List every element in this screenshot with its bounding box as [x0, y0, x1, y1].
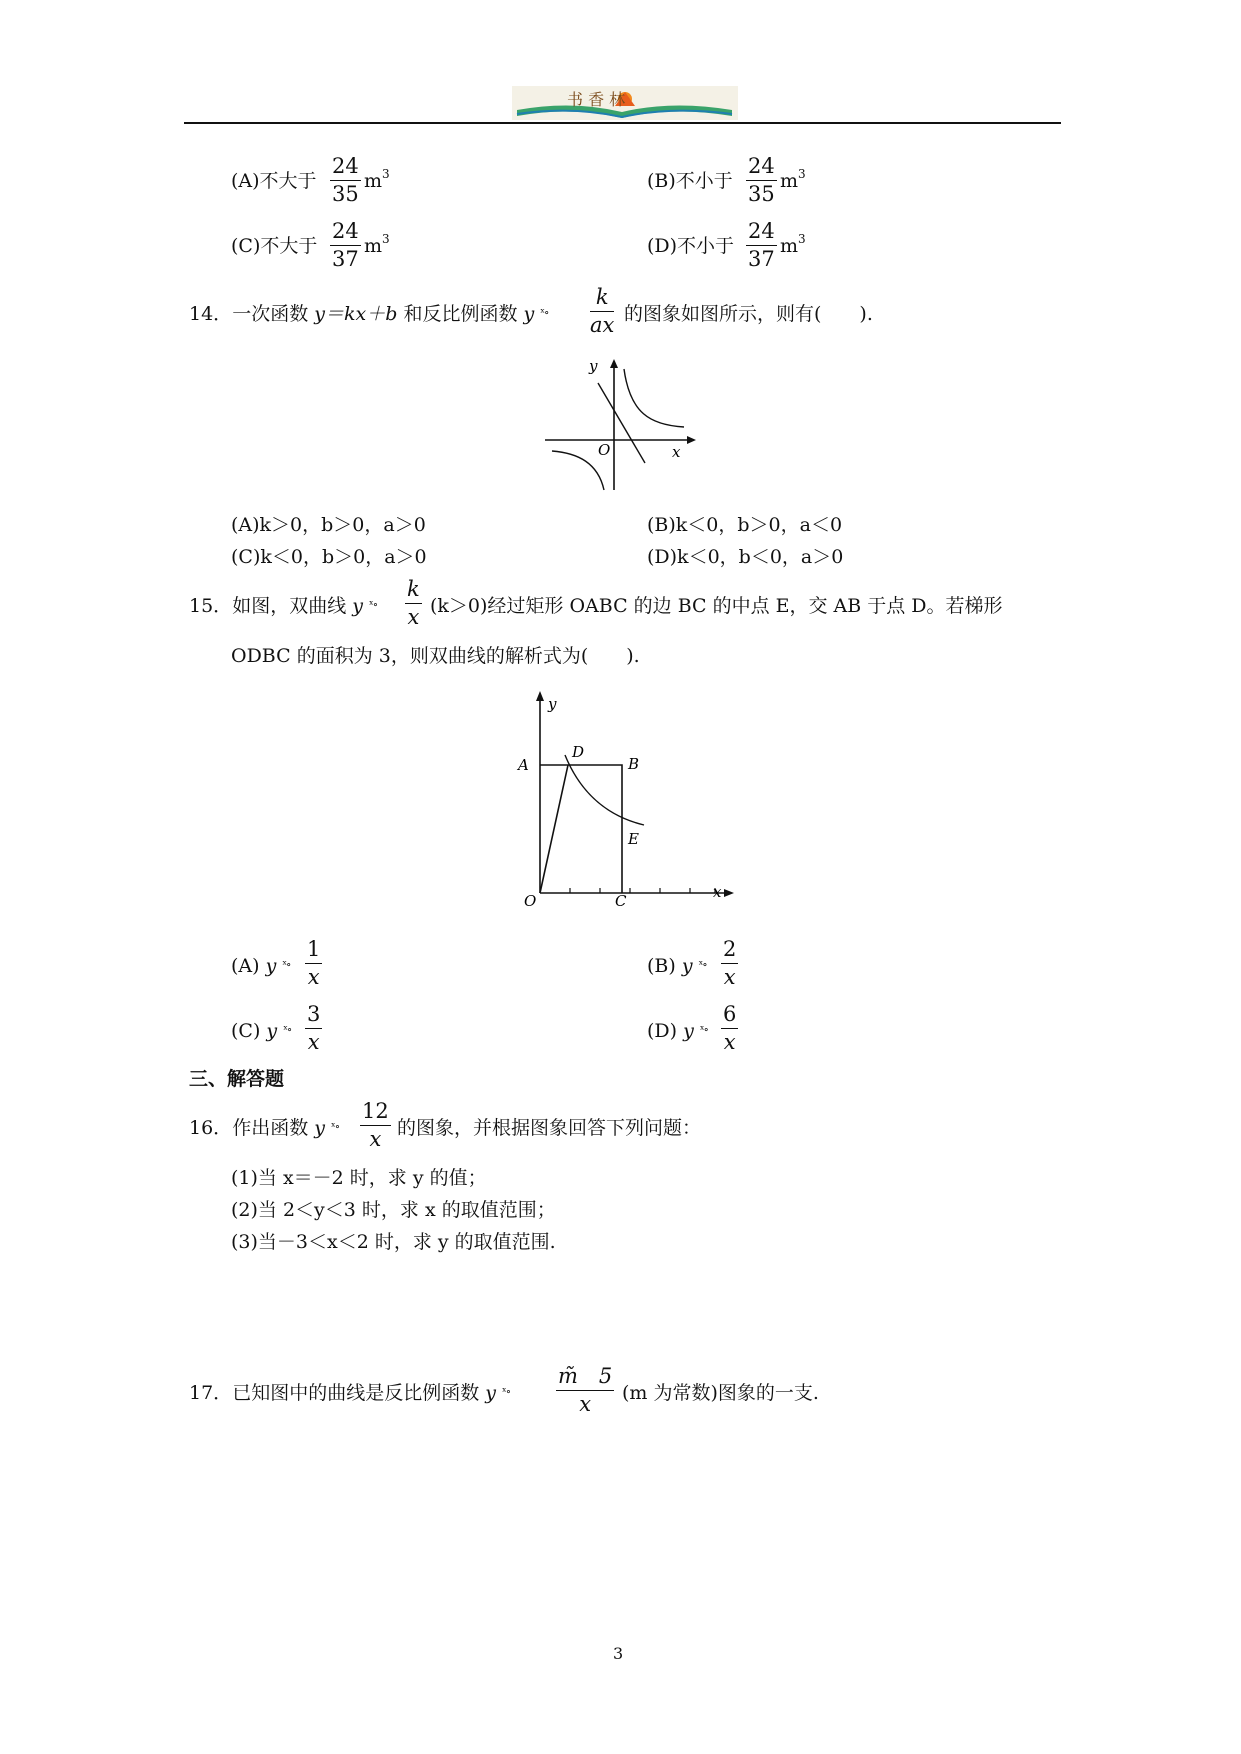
q15-label-o: O — [524, 892, 537, 907]
q15-option-b-fraction: $\frac{2}{x}$ — [723, 937, 737, 989]
q14-option-b: (B)k＜0，b＞0，a＜0 — [647, 514, 843, 536]
q17-fraction: $\frac{m̃ 5}{x}$ — [558, 1364, 613, 1416]
q16-stem: 16．作出函数 y $^{ˣ\circ}$ — [189, 1117, 340, 1139]
q14-hyperbola-branch-upper — [624, 369, 684, 427]
q15-label-d: D — [572, 743, 585, 761]
q15-option-a: (A) y $^{ˣ\circ}$ — [231, 955, 291, 977]
q13-option-d-unit: $m^3$ — [780, 232, 806, 257]
q14-graph — [540, 355, 700, 495]
q16-fraction: $\frac{12}{x}$ — [362, 1099, 389, 1151]
q15-option-a-fraction: $\frac{1}{x}$ — [307, 937, 321, 989]
q14-stem-end: 的图象如图所示，则有( ). — [624, 303, 873, 325]
q15-label-a: A — [518, 756, 529, 774]
q14-hyperbola-branch-lower — [552, 451, 604, 490]
q17-stem-end: (m 为常数)图象的一支. — [622, 1382, 819, 1404]
q14-stem: 14．一次函数 y＝kx＋b 和反比例函数 y $^{ˣ\circ}$ — [189, 303, 549, 325]
q13-option-a: (A)不大于 — [231, 170, 317, 192]
page-number: 3 — [613, 1644, 624, 1663]
q13-option-b: (B)不小于 — [647, 170, 733, 192]
header-logo — [512, 86, 738, 120]
q15-label-c: C — [615, 892, 627, 907]
q15-fraction: $\frac{k}{x}$ — [407, 577, 420, 629]
q15-y-arrow — [536, 691, 544, 701]
q15-label-b: B — [628, 755, 640, 773]
q17-stem: 17．已知图中的曲线是反比例函数 y $^{ˣ\circ}$ — [189, 1382, 511, 1404]
q13-option-a-unit: $m^3$ — [364, 167, 390, 192]
q15-option-c-fraction: $\frac{3}{x}$ — [307, 1002, 321, 1054]
q15-label-x: x — [713, 883, 722, 901]
q13-option-c: (C)不大于 — [231, 235, 318, 257]
q13-option-b-unit: $m^3$ — [780, 167, 806, 192]
q13-option-d-fraction: $\frac{24}{37}$ — [748, 219, 775, 271]
q14-option-d: (D)k＜0，b＜0，a＞0 — [647, 546, 844, 568]
q15-segment-od — [540, 765, 568, 893]
q15-label-e: E — [628, 830, 639, 848]
q14-option-c: (C)k＜0，b＞0，a＞0 — [231, 546, 427, 568]
q16-stem-end: 的图象，并根据图象回答下列问题： — [397, 1117, 702, 1139]
q15-x-arrow — [724, 889, 734, 897]
header-rule — [184, 122, 1061, 124]
q13-option-b-fraction: $\frac{24}{35}$ — [748, 154, 775, 206]
q15-option-d: (D) y $^{ˣ\circ}$ — [647, 1020, 708, 1042]
q15-option-c: (C) y $^{ˣ\circ}$ — [231, 1020, 292, 1042]
q15-graph — [510, 687, 735, 907]
section-title: 三、解答题 — [189, 1068, 285, 1090]
q13-option-c-unit: $m^3$ — [364, 232, 390, 257]
q14-option-a: (A)k＞0，b＞0，a＞0 — [231, 514, 426, 536]
q15-option-d-fraction: $\frac{6}{x}$ — [723, 1002, 737, 1054]
q16-part-3: (3)当－3＜x＜2 时，求 y 的取值范围. — [231, 1231, 556, 1253]
q14-label-y: y — [589, 357, 598, 375]
q14-x-arrow — [687, 436, 696, 444]
q15-stem-end: ODBC 的面积为 3，则双曲线的解析式为( ). — [231, 645, 640, 667]
q15-stem-cont: (k＞0)经过矩形 OABC 的边 BC 的中点 E，交 AB 于点 D。若梯形 — [430, 595, 1003, 617]
q15-option-b: (B) y $^{ˣ\circ}$ — [647, 955, 707, 977]
q15-label-y: y — [548, 695, 557, 713]
q16-part-1: (1)当 x＝－2 时，求 y 的值； — [231, 1167, 487, 1189]
q14-label-o: O — [598, 441, 611, 459]
q15-stem: 15．如图，双曲线 y $^{ˣ\circ}$ — [189, 595, 378, 617]
q13-option-d: (D)不小于 — [647, 235, 735, 257]
logo-text: 书 香 林 — [567, 90, 626, 109]
q14-fraction: $\frac{k}{ax}$ — [590, 285, 615, 337]
q16-part-2: (2)当 2＜y＜3 时，求 x 的取值范围； — [231, 1199, 556, 1221]
q14-y-arrow — [610, 359, 618, 368]
q13-option-c-fraction: $\frac{24}{37}$ — [332, 219, 359, 271]
q13-option-a-fraction: $\frac{24}{35}$ — [332, 154, 359, 206]
q14-label-x: x — [672, 443, 681, 461]
